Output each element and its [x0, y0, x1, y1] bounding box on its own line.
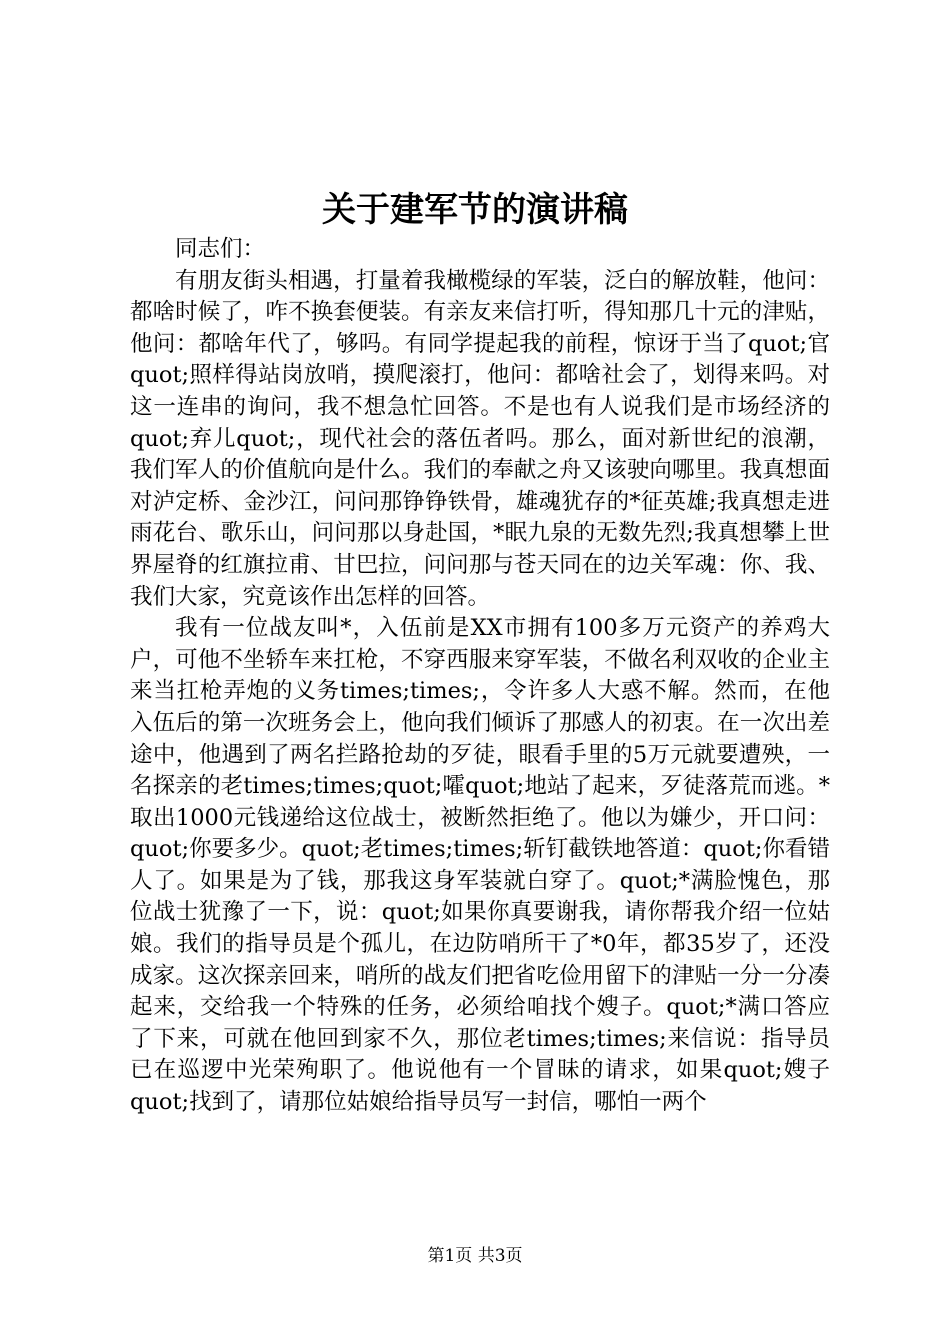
document-body [130, 234, 830, 1119]
body-paragraph: 我有一位战友叫*，入伍前是XX市拥有100多万元资产的养鸡大户，可他不坐轿车来扛枪，不穿西服来穿军装，不做名利双收的企业主来当扛枪弄炮的义务times;times;，令许多人大惑不解。然而，在他入伍后的第一次班务会上，他向我们倾诉了那感人的初衷。在一次出差途中，他遇到了两名拦路抢劫的歹徒，眼看手里的5万元就要遭殃，一名探亲的老times;times;quot;嚯quot;地站了起来，歹徒落荒而逃。*取出1000元钱递给这位战士，被断然拒绝了。他以为嫌少，开口问：quot;你要多少。quot;老times;times;斩钉截铁地答道：quot;你看错人了。如果是为了钱，那我这身军装就白穿了。quot;*满脸愧色，那位战士犹豫了一下，说：quot;如果你真要谢我，请你帮我介绍一位姑娘。我们的指导员是个孤儿，在边防哨所干了*0年，都35岁了，还没成家。这次探亲回来，哨所的战友们把省吃俭用留下的津贴一分一分凑起来，交给我一个特殊的任务，必须给咱找个嫂子。quot;*满口答应了下来，可就在他回到家不久，那位老times;times;来信说：指导员已在巡逻中光荣殉职了。他说他有一个冒昧的请求，如果quot;嫂子quot;找到了，请那位姑娘给指导员写一封信，哪怕一两个 [130, 615, 830, 1116]
body-paragraph: 有朋友街头相遇，打量着我橄榄绿的军装，泛白的解放鞋，他问：都啥时候了，咋不换套便装。有亲友来信打听，得知那几十元的津贴，他问：都啥年代了，够吗。有同学提起我的前程，惊讶于当了quot;官quot;照样得站岗放哨，摸爬滚打，他问：都啥社会了，划得来吗。对这一连串的询问，我不想急忙回答。不是也有人说我们是市场经济的quot;弃儿quot;，现代社会的落伍者吗。那么，面对新世纪的浪潮，我们军人的价值航向是什么。我们的奉献之舟又该驶向哪里。我真想面对泸定桥、金沙江，问问那铮铮铁骨，雄魂犹存的*征英雄;我真想走进雨花台、歌乐山，问问那以身赴国，*眠九泉的无数先烈;我真想攀上世界屋脊的红旗拉甫、甘巴拉，问问那与苍天同在的边关军魂：你、我、我们大家，究竟该作出怎样的回答。 [130, 267, 830, 610]
page-number-footer: 第1页 共3页 [427, 1246, 523, 1266]
salutation-paragraph: 同志们： [175, 236, 266, 262]
document-title: 关于建军节的演讲稿 [322, 190, 628, 230]
